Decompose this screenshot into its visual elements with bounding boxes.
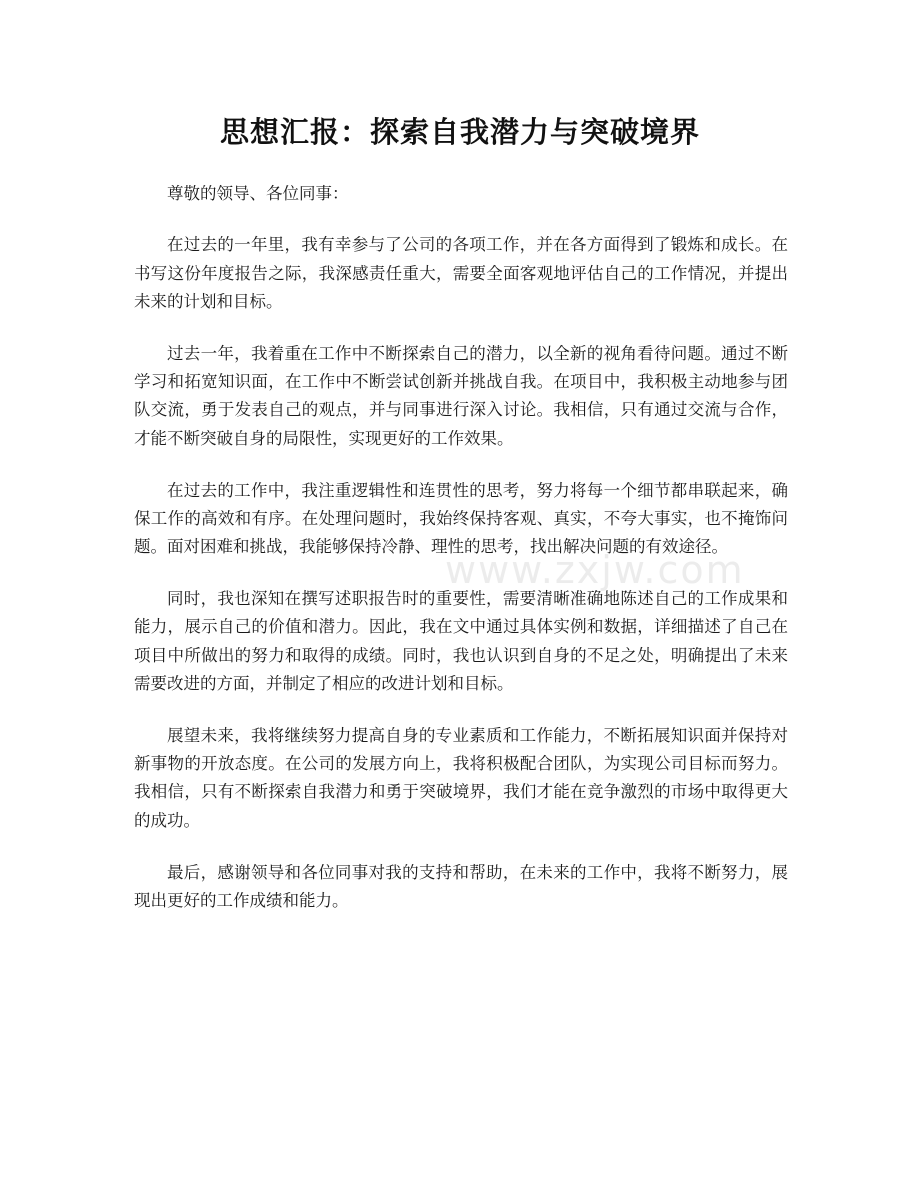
paragraph-3: 在过去的工作中，我注重逻辑性和连贯性的思考，努力将每一个细节都串联起来，确保工作的高效和有序。在处理问题时，我始终保持客观、真实，不夸大事实，也不掩饰问题。面对困难和挑战，我能够保持冷静、理性的思考，找出解决问题的有效途径。 [134,480,788,557]
paragraph-4: 同时，我也深知在撰写述职报告时的重要性，需要清晰准确地陈述自己的工作成果和能力，展示自己的价值和潜力。因此，我在文中通过具体实例和数据，详细描述了自己在项目中所做出的努力和取得的成绩。同时，我也认识到自身的不足之处，明确提出了未来需要改进的方面，并制定了相应的改进计划和目标。 [134,589,788,693]
document-body [134,180,788,939]
paragraph-5: 展望未来，我将继续努力提高自身的专业素质和工作能力，不断拓展知识面并保持对新事物的开放态度。在公司的发展方向上，我将积极配合团队，为实现公司目标而努力。我相信，只有不断探索自我潜力和勇于突破境界，我们才能在竞争激烈的市场中取得更大的成功。 [134,725,788,830]
salutation: 尊敬的领导、各位同事： [167,184,349,203]
document-title: 思想汇报：探索自我潜力与突破境界 [219,115,700,149]
paragraph-2: 过去一年，我着重在工作中不断探索自己的潜力，以全新的视角看待问题。通过不断学习和拓宽知识面，在工作中不断尝试创新并挑战自我。在项目中，我积极主动地参与团队交流，勇于发表自己的观点，并与同事进行深入讨论。我相信，只有通过交流与合作，才能不断突破自身的局限性，实现更好的工作效果。 [134,343,788,448]
watermark: www.zxjw.com [445,548,745,592]
paragraph-1: 在过去的一年里，我有幸参与了公司的各项工作，并在各方面得到了锻炼和成长。在书写这份年度报告之际，我深感责任重大，需要全面客观地评估自己的工作情况，并提出未来的计划和目标。 [134,235,788,311]
paragraph-6: 最后，感谢领导和各位同事对我的支持和帮助，在未来的工作中，我将不断努力，展现出更好的工作成绩和能力。 [134,862,788,910]
